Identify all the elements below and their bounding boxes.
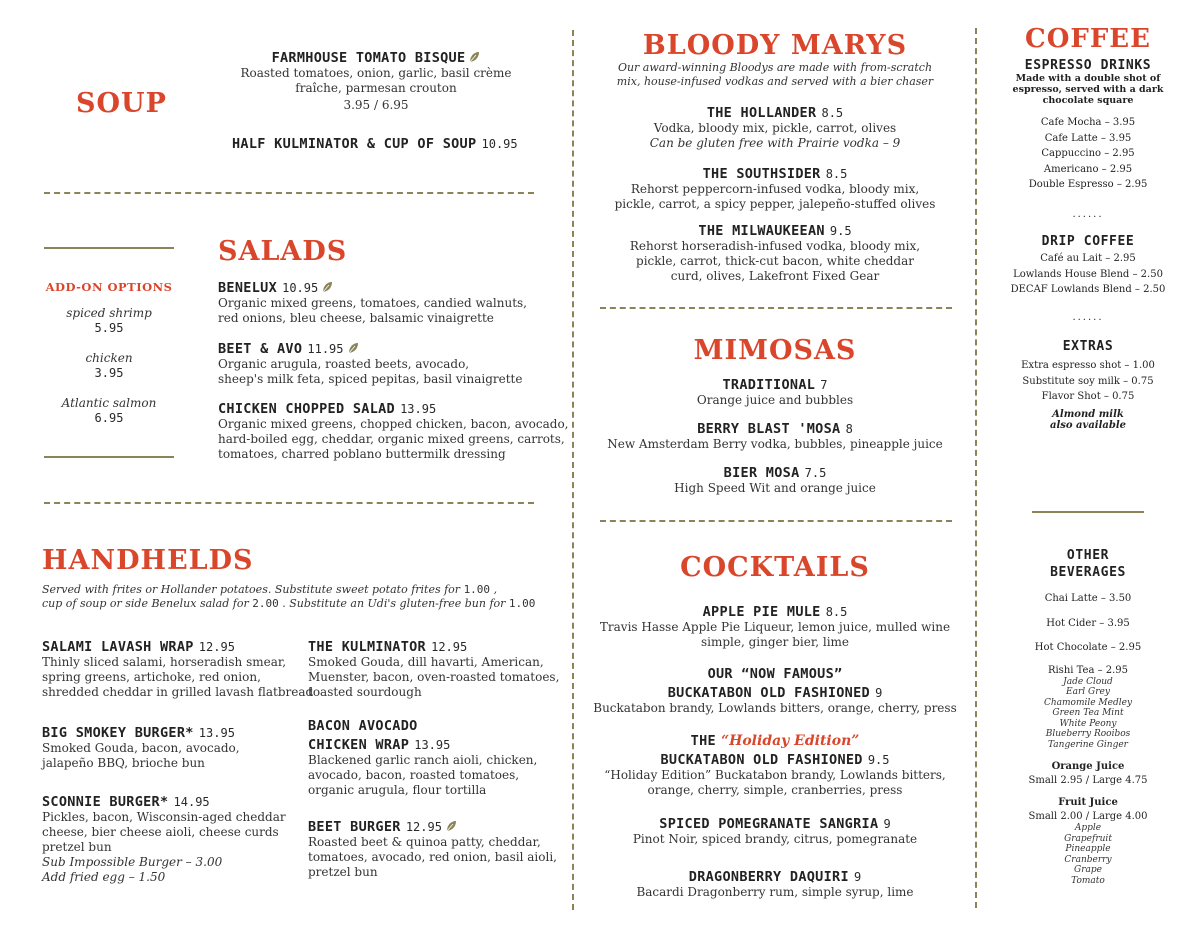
sconnie-sub-2: Add fried egg – 1.50 (42, 870, 166, 884)
benelux-desc-2: red onions, bleu cheese, balsamic vinaigrette (218, 311, 494, 325)
berry-price: 8 (845, 422, 853, 436)
beet-burger-desc-3: pretzel bun (308, 865, 378, 879)
holiday-script: “Holiday Edition” (721, 733, 860, 749)
mule-price: 8.5 (825, 605, 848, 619)
half-kulminator-name: HALF KULMINATOR & CUP OF SOUP (232, 136, 477, 152)
chicken-chopped-desc-1: Organic mixed greens, chopped chicken, bacon, avocado, (218, 417, 569, 431)
fruit-juice-heading: Fruit Juice (1058, 797, 1118, 808)
bisque-name: FARMHOUSE TOMATO BISQUE (271, 50, 466, 66)
salami-price: 12.95 (198, 640, 235, 654)
bier-mosa-desc: High Speed Wit and orange juice (674, 481, 876, 495)
chicken-chopped-price: 13.95 (400, 402, 437, 416)
addon-list (44, 306, 174, 426)
divider-addon-bottom (44, 456, 174, 458)
note-price: 2.00 (252, 597, 279, 610)
beet-burger-price: 12.95 (405, 820, 442, 834)
orange-juice-heading: Orange Juice (1051, 761, 1125, 772)
daquiri-name: DRAGONBERRY DAQUIRI (688, 869, 849, 885)
sangria-desc: Pinot Noir, spiced brandy, citrus, pomegranate (632, 832, 918, 846)
espresso-note-3: chocolate square (1042, 95, 1134, 106)
sangria-name: SPICED POMEGRANATE SANGRIA (659, 816, 879, 832)
soup-title: SOUP (76, 88, 167, 119)
bisque-desc-1: Roasted tomatoes, onion, garlic, basil crème (240, 66, 512, 80)
bacon-wrap-name-1: BACON AVOCADO (308, 718, 418, 734)
berry-name: BERRY BLAST 'MOSA (697, 421, 841, 437)
cocktails-title: COCKTAILS (680, 552, 870, 583)
kulminator-name: THE KULMINATOR (308, 639, 426, 655)
famous-name-1: OUR “NOW FAMOUS” (707, 666, 843, 682)
espresso-item: Cafe Latte – 3.95 (1044, 132, 1132, 144)
addon-name: Atlantic salmon (61, 396, 157, 410)
extras-heading: EXTRAS (1062, 339, 1114, 354)
famous-desc: Buckatabon brandy, Lowlands bitters, orange, cherry, press (593, 701, 957, 715)
leaf-icon (445, 817, 457, 829)
note-text: , (493, 583, 498, 596)
sconnie-name: SCONNIE BURGER* (42, 794, 169, 810)
hollander-name: THE HOLLANDER (706, 105, 817, 121)
milwaukeean-name: THE MILWAUKEEAN (698, 223, 825, 239)
espresso-item: Cappuccino – 2.95 (1041, 148, 1135, 159)
chicken-chopped-desc-3: tomatoes, charred poblano buttermilk dressing (218, 447, 506, 461)
sconnie-price: 14.95 (173, 795, 210, 809)
salami-desc-3: shredded cheddar in grilled lavash flatbread (42, 685, 314, 699)
other-heading-2: BEVERAGES (1050, 565, 1126, 580)
tea-option: Tangerine Ginger (1048, 739, 1128, 750)
milwaukeean-desc-1: Rehorst horseradish-infused vodka, bloody mix, (629, 239, 921, 253)
salad-benelux (218, 277, 527, 326)
traditional-name: TRADITIONAL (722, 377, 816, 393)
chicken-chopped-desc-2: hard-boiled egg, cheddar, organic mixed greens, carrots, (218, 432, 565, 446)
kulminator-price: 12.95 (431, 640, 468, 654)
bacon-wrap-name-2: CHICKEN WRAP (308, 737, 410, 753)
cocktail-daquiri (590, 866, 960, 900)
salads-title: SALADS (218, 236, 348, 267)
smokey-desc-2: jalapeño BBQ, brioche bun (42, 756, 205, 770)
espresso-item: Cafe Mocha – 3.95 (1040, 117, 1136, 128)
handheld-salami (42, 636, 313, 700)
almond-note-2: also available (1049, 419, 1127, 431)
dots-separator: ...... (1072, 311, 1104, 323)
smokey-desc-1: Smoked Gouda, bacon, avocado, (42, 741, 240, 755)
fruit-juice-sizes: Small 2.00 / Large 4.00 (1028, 811, 1148, 822)
drip-heading: DRIP COFFEE (1041, 234, 1135, 249)
extras-item: Flavor Shot – 0.75 (1041, 391, 1135, 402)
beet-burger-desc-2: tomatoes, avocado, red onion, basil aioli, (308, 850, 557, 864)
traditional-price: 7 (820, 378, 828, 392)
beet-avo-desc-1: Organic arugula, roasted beets, avocado, (218, 357, 470, 371)
drip-item: Café au Lait – 2.95 (1040, 253, 1136, 264)
note-text: cup of soup or side Benelux salad for (42, 597, 249, 610)
handheld-beet-burger (308, 816, 557, 880)
tea-option: Jade Cloud (1063, 676, 1113, 687)
daquiri-price: 9 (854, 870, 862, 884)
bisque-desc-2: fraîche, parmesan crouton (295, 81, 457, 95)
handheld-bacon-avocado-wrap (308, 718, 537, 798)
juice-option: Apple (1074, 823, 1102, 833)
famous-name-2: BUCKATABON OLD FASHIONED (667, 685, 870, 701)
handheld-sconnie (42, 791, 286, 885)
benelux-name: BENELUX (218, 280, 277, 296)
note-text: Served with frites or Hollander potatoes. Substitute sweet potato frites for (42, 583, 461, 596)
note-text: . Substitute an Udi's gluten-free bun for (282, 597, 506, 610)
bloody-section (590, 30, 960, 89)
tea-option: Green Tea Mint (1052, 708, 1124, 718)
holiday-desc-1: “Holiday Edition” Buckatabon brandy, Lowlands bitters, (604, 768, 946, 782)
salad-chicken-chopped (218, 398, 569, 462)
holiday-the: THE (690, 733, 716, 749)
divider-bloody (600, 307, 952, 309)
drip-item: Lowlands House Blend – 2.50 (1013, 268, 1163, 280)
juice-option: Tomato (1071, 875, 1105, 886)
rishi-tea: Rishi Tea – 2.95 (1047, 664, 1129, 676)
addon-title: ADD-ON OPTIONS (45, 280, 173, 294)
bacon-wrap-desc-3: organic arugula, flour tortilla (308, 783, 487, 797)
tea-option: Chamomile Medley (1043, 697, 1133, 708)
bacon-wrap-desc-2: avocado, bacon, roasted tomatoes, (308, 768, 520, 782)
addon-price: 3.95 (94, 366, 124, 380)
other-heading-1: OTHER (1066, 548, 1110, 563)
tea-option: White Peony (1059, 718, 1117, 729)
sconnie-sub-1: Sub Impossible Burger – 3.00 (42, 855, 223, 869)
cocktail-now-famous (590, 666, 960, 716)
bier-mosa-name: BIER MOSA (723, 465, 800, 481)
addon-name: spiced shrimp (66, 306, 152, 320)
beet-burger-desc-1: Roasted beet & quinoa patty, cheddar, (308, 835, 541, 849)
addon-price: 5.95 (94, 321, 124, 335)
espresso-item: Double Espresso – 2.95 (1028, 179, 1148, 190)
note-price: 1.00 (463, 583, 491, 596)
tea-option: Blueberry Rooibos (1045, 729, 1131, 739)
divider-mimosas (600, 520, 952, 522)
espresso-note-2: espresso, served with a dark (1012, 84, 1164, 95)
daquiri-desc: Bacardi Dragonberry rum, simple syrup, lime (636, 885, 914, 899)
divider-soup (44, 192, 534, 194)
extras-item: Extra espresso shot – 1.00 (1021, 360, 1155, 371)
juice-option: Cranberry (1064, 854, 1112, 865)
salami-name: SALAMI LAVASH WRAP (42, 639, 194, 655)
bacon-wrap-price: 13.95 (414, 738, 451, 752)
benelux-desc-1: Organic mixed greens, tomatoes, candied walnuts, (218, 296, 527, 310)
addon-name: chicken (85, 351, 133, 365)
note-price: 1.00 (508, 597, 536, 610)
juice-option: Grape (1074, 865, 1102, 875)
leaf-icon (347, 339, 359, 351)
bloody-intro-1: Our award-winning Bloodys are made with from-scratch (617, 61, 933, 74)
southsider-name: THE SOUTHSIDER (702, 166, 821, 182)
column-divider-1 (572, 30, 574, 910)
mimosa-traditional (590, 374, 960, 408)
mimosas-title: MIMOSAS (693, 335, 857, 366)
bacon-wrap-desc-1: Blackened garlic ranch aioli, chicken, (308, 753, 538, 767)
southsider-desc-2: pickle, carrot, a spicy pepper, jalepeño-stuffed olives (614, 197, 936, 211)
beet-burger-name: BEET BURGER (308, 819, 401, 835)
juice-option: Pineapple (1065, 844, 1111, 854)
other-beverages (998, 547, 1178, 886)
espresso-item: Americano – 2.95 (1043, 163, 1133, 175)
holiday-price: 9.5 (867, 753, 890, 767)
sconnie-desc-3: pretzel bun (42, 840, 112, 854)
handhelds-title: HANDHELDS (42, 545, 254, 576)
milwaukeean-price: 9.5 (829, 224, 852, 238)
mule-desc-1: Travis Hasse Apple Pie Liqueur, lemon juice, mulled wine (599, 620, 951, 634)
hot-cider: Hot Cider – 3.95 (1046, 617, 1130, 629)
coffee-title: COFFEE (1025, 24, 1151, 54)
holiday-name-2: BUCKATABON OLD FASHIONED (660, 752, 863, 768)
coffee-column (998, 24, 1178, 431)
soup-item-half-kulminator (232, 133, 518, 152)
juice-option: Grapefruit (1064, 833, 1112, 844)
hollander-desc-1: Vodka, bloody mix, pickle, carrot, olives (653, 121, 897, 135)
sconnie-desc-2: cheese, bier cheese aioli, cheese curds (42, 825, 279, 839)
beet-avo-price: 11.95 (307, 342, 344, 356)
chicken-chopped-name: CHICKEN CHOPPED SALAD (218, 401, 395, 417)
smokey-name: BIG SMOKEY BURGER* (42, 725, 194, 741)
salami-desc-2: spring greens, artichoke, red onion, (42, 670, 261, 684)
southsider-price: 8.5 (825, 167, 848, 181)
mimosa-bier (590, 462, 960, 496)
southsider-desc-1: Rehorst peppercorn-infused vodka, bloody mix, (630, 182, 920, 196)
mule-name: APPLE PIE MULE (702, 604, 821, 620)
handheld-kulminator (308, 636, 559, 700)
beet-avo-desc-2: sheep's milk feta, spiced pepitas, basil vinaigrette (218, 372, 523, 386)
bloody-milwaukeean (590, 220, 960, 284)
bloody-intro-2: mix, house-infused vodkas and served with a bier chaser (616, 75, 934, 88)
milwaukeean-desc-3: curd, olives, Lakefront Fixed Gear (670, 269, 880, 283)
cocktail-apple-pie-mule (590, 601, 960, 650)
half-kulminator-price: 10.95 (481, 137, 518, 151)
holiday-desc-2: orange, cherry, simple, cranberries, press (647, 783, 903, 797)
extras-item: Substitute soy milk – 0.75 (1022, 375, 1154, 387)
hollander-price: 8.5 (821, 106, 844, 120)
orange-juice-sizes: Small 2.95 / Large 4.75 (1028, 775, 1148, 786)
espresso-note-1: Made with a double shot of (1015, 73, 1161, 84)
espresso-heading: ESPRESSO DRINKS (1024, 58, 1152, 73)
leaf-icon (468, 51, 480, 63)
sangria-price: 9 (883, 817, 891, 831)
beet-avo-name: BEET & AVO (218, 341, 303, 357)
handhelds-note (42, 583, 562, 611)
salami-desc-1: Thinly sliced salami, horseradish smear, (42, 655, 287, 669)
divider-coffee (1032, 511, 1144, 513)
almond-note-1: Almond milk (1052, 408, 1124, 420)
bloody-title: BLOODY MARYS (642, 30, 908, 61)
chai-latte: Chai Latte – 3.50 (1044, 593, 1132, 604)
divider-addon-top (44, 247, 174, 249)
mule-desc-2: simple, ginger bier, lime (700, 635, 850, 649)
cocktail-sangria (590, 813, 960, 847)
bloody-southsider (590, 163, 960, 212)
kulminator-desc-2: Muenster, bacon, oven-roasted tomatoes, (308, 670, 560, 684)
bier-mosa-price: 7.5 (804, 466, 827, 480)
soup-item-bisque (226, 50, 526, 113)
handheld-big-smokey (42, 722, 240, 771)
sconnie-desc-1: Pickles, bacon, Wisconsin-aged cheddar (42, 810, 286, 824)
cocktail-holiday-edition (590, 730, 960, 798)
milwaukeean-desc-2: pickle, carrot, thick-cut bacon, white cheddar (636, 254, 914, 268)
smokey-price: 13.95 (198, 726, 235, 740)
column-divider-2 (975, 28, 977, 908)
leaf-icon (321, 278, 333, 290)
mimosa-berry-blast (590, 418, 960, 452)
bisque-price: 3.95 / 6.95 (343, 98, 409, 112)
drip-item: DECAF Lowlands Blend – 2.50 (1010, 284, 1166, 295)
kulminator-desc-3: toasted sourdough (308, 685, 422, 699)
kulminator-desc-1: Smoked Gouda, dill havarti, American, (308, 655, 544, 669)
dots-separator: ...... (1072, 208, 1104, 220)
berry-desc: New Amsterdam Berry vodka, bubbles, pineapple juice (607, 437, 943, 451)
famous-price: 9 (875, 686, 883, 700)
hot-chocolate: Hot Chocolate – 2.95 (1034, 642, 1142, 653)
tea-option: Earl Grey (1066, 687, 1110, 697)
hollander-desc-2: Can be gluten free with Prairie vodka – 9 (649, 136, 901, 150)
benelux-price: 10.95 (282, 281, 319, 295)
traditional-desc: Orange juice and bubbles (696, 393, 854, 407)
addon-price: 6.95 (94, 411, 124, 425)
salad-beet-avo (218, 338, 522, 387)
bloody-hollander (590, 102, 960, 151)
divider-salads (44, 502, 534, 504)
